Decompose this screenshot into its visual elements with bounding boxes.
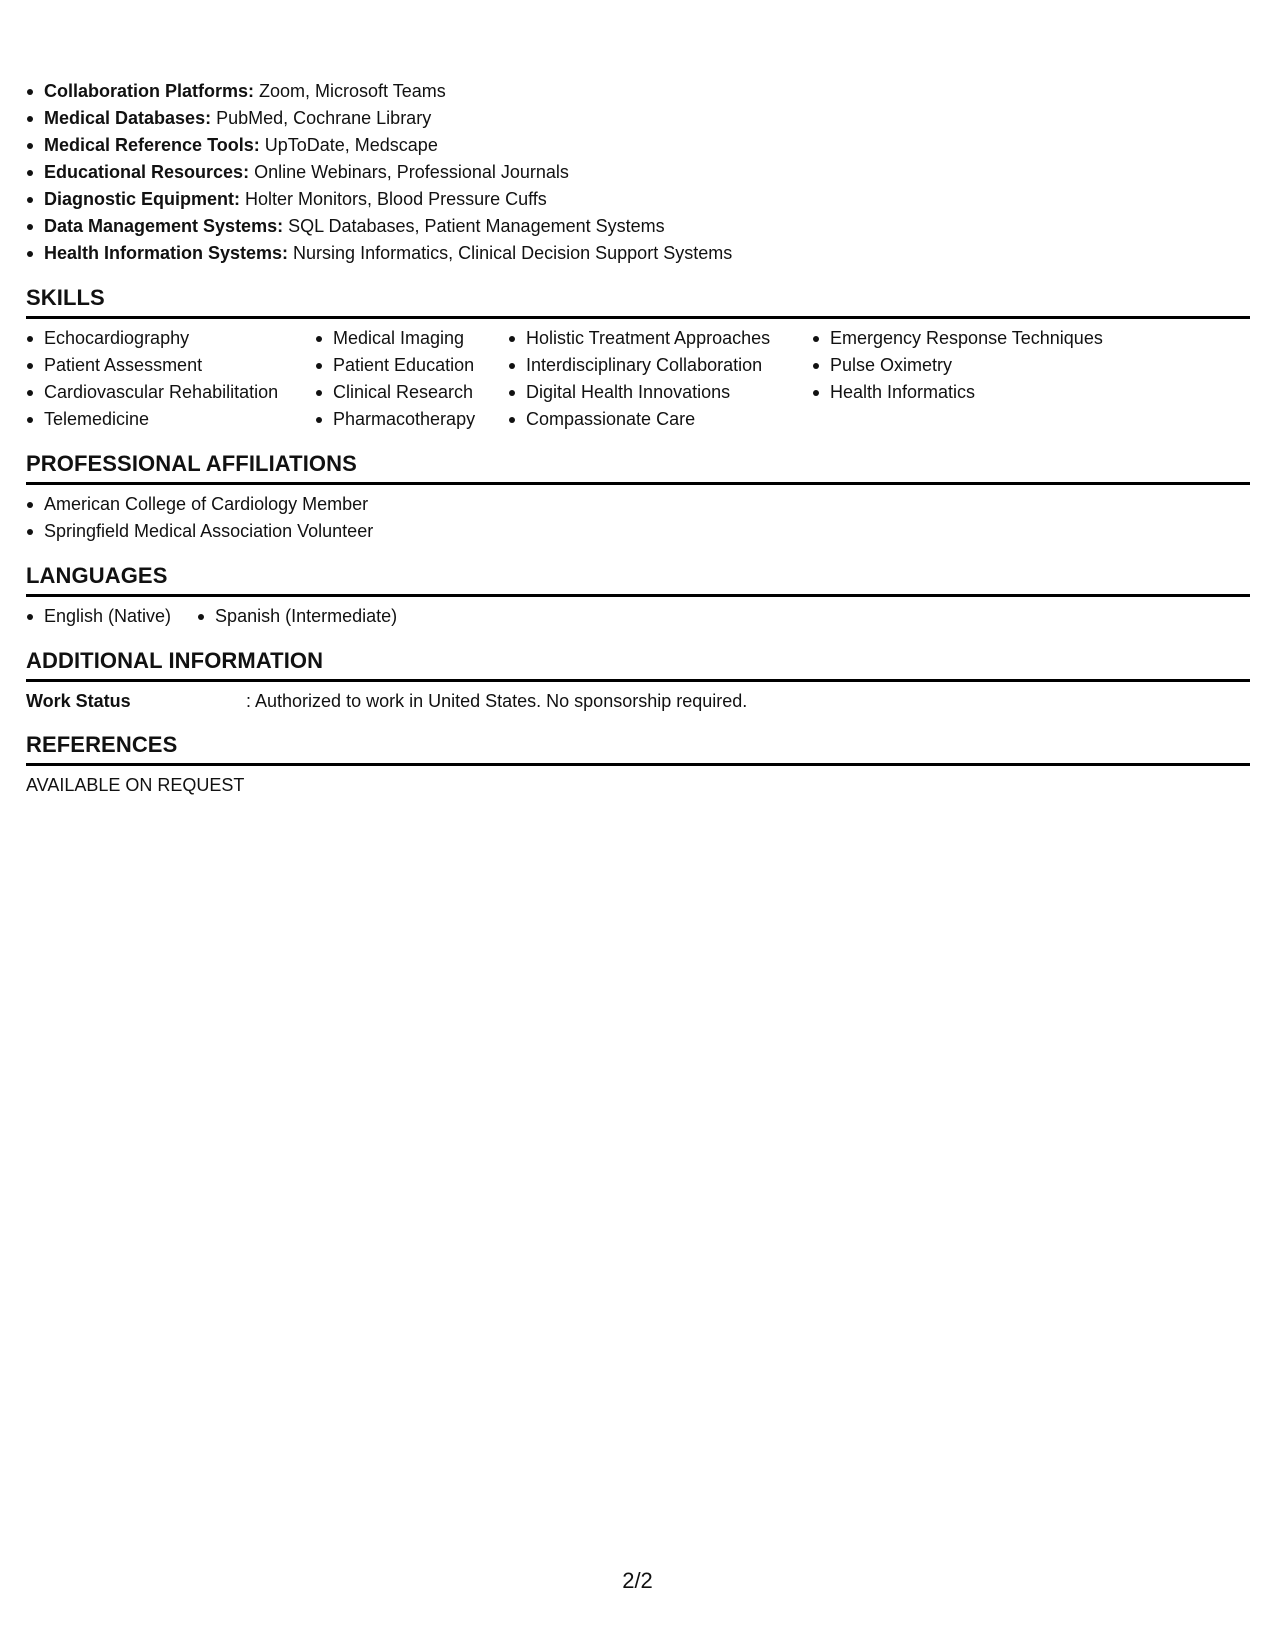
- skills-heading: SKILLS: [26, 285, 1250, 319]
- affiliation-item: American College of Cardiology Member: [26, 491, 1250, 518]
- tool-label: Medical Reference Tools:: [44, 135, 260, 155]
- tool-value: PubMed, Cochrane Library: [211, 108, 432, 128]
- tool-label: Medical Databases:: [44, 108, 212, 128]
- skill-item: Echocardiography: [26, 325, 315, 352]
- skill-item: Patient Assessment: [26, 352, 315, 379]
- skill-item: Patient Education: [315, 352, 508, 379]
- tool-label: Data Management Systems:: [44, 216, 284, 236]
- skill-item: Clinical Research: [315, 379, 508, 406]
- tool-value: SQL Databases, Patient Management Systems: [283, 216, 665, 236]
- list-item: [26, 105, 1250, 132]
- language-item: English (Native): [26, 603, 171, 630]
- skills-column-3: [508, 325, 812, 433]
- references-heading: REFERENCES: [26, 732, 1250, 766]
- additional-info-body: [26, 682, 1250, 714]
- skills-column-2: [315, 325, 508, 433]
- language-item: Spanish (Intermediate): [197, 603, 397, 630]
- list-item: [26, 159, 1250, 186]
- list-item: [26, 186, 1250, 213]
- skills-column-4: [812, 325, 1142, 433]
- work-status-value: : Authorized to work in United States. No sponsorship required.: [246, 691, 748, 711]
- skill-item: Pharmacotherapy: [315, 406, 508, 433]
- tool-label: Collaboration Platforms:: [44, 81, 255, 101]
- languages-list: [26, 603, 1250, 630]
- affiliations-heading: PROFESSIONAL AFFILIATIONS: [26, 451, 1250, 485]
- languages-body: [26, 597, 1250, 630]
- skill-item: Holistic Treatment Approaches: [508, 325, 812, 352]
- tool-label: Diagnostic Equipment:: [44, 189, 241, 209]
- affiliation-item: Springfield Medical Association Volunteer: [26, 518, 1250, 545]
- tool-value: Online Webinars, Professional Journals: [249, 162, 569, 182]
- tool-value: UpToDate, Medscape: [259, 135, 438, 155]
- list-item: [26, 213, 1250, 240]
- resume-page: [26, 78, 1250, 798]
- skills-grid: [26, 319, 1250, 433]
- skill-item: Emergency Response Techniques: [812, 325, 1142, 352]
- page-number: 2/2: [622, 1568, 653, 1593]
- list-item: [26, 240, 1250, 267]
- references-text: AVAILABLE ON REQUEST: [26, 775, 245, 795]
- list-item: [26, 78, 1250, 105]
- skill-item: Compassionate Care: [508, 406, 812, 433]
- additional-info-heading: ADDITIONAL INFORMATION: [26, 648, 1250, 682]
- skill-item: Health Informatics: [812, 379, 1142, 406]
- skill-item: Medical Imaging: [315, 325, 508, 352]
- tool-value: Nursing Informatics, Clinical Decision Support Systems: [288, 243, 733, 263]
- affiliations-body: [26, 485, 1250, 545]
- languages-heading: LANGUAGES: [26, 563, 1250, 597]
- skills-column-1: [26, 325, 315, 433]
- skill-item: Cardiovascular Rehabilitation: [26, 379, 315, 406]
- references-body: [26, 766, 1250, 798]
- work-status-row: [26, 688, 1250, 714]
- skill-item: Interdisciplinary Collaboration: [508, 352, 812, 379]
- skill-item: Telemedicine: [26, 406, 315, 433]
- tool-value: Holter Monitors, Blood Pressure Cuffs: [240, 189, 547, 209]
- tool-value: Zoom, Microsoft Teams: [254, 81, 446, 101]
- work-status-label: Work Status: [26, 691, 131, 711]
- tools-list: [26, 78, 1250, 267]
- tool-label: Educational Resources:: [44, 162, 250, 182]
- skill-item: Digital Health Innovations: [508, 379, 812, 406]
- affiliations-list: [26, 491, 1250, 545]
- list-item: [26, 132, 1250, 159]
- skill-item: Pulse Oximetry: [812, 352, 1142, 379]
- tool-label: Health Information Systems:: [44, 243, 289, 263]
